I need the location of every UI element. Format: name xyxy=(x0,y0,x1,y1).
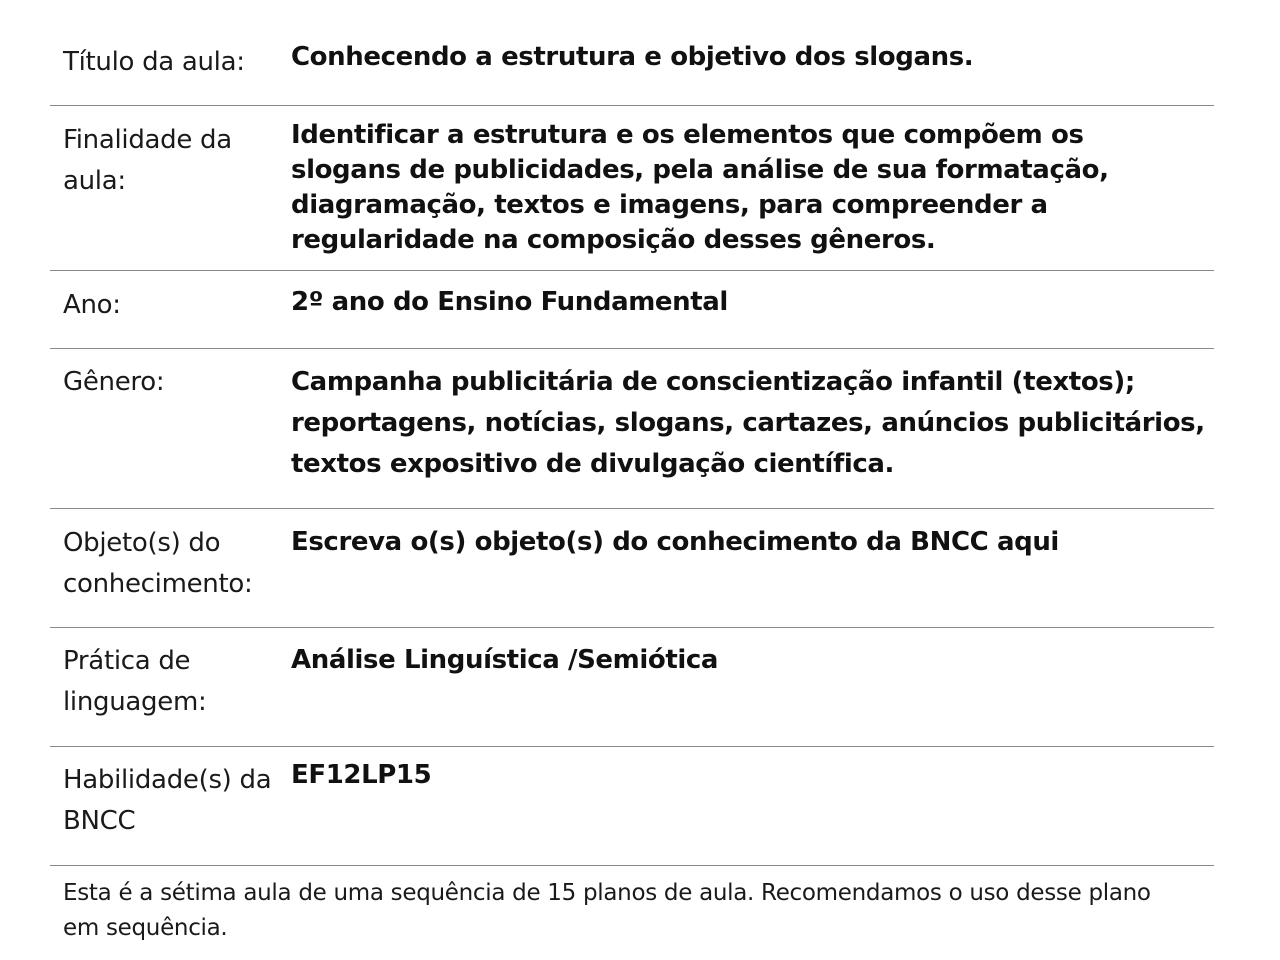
value-pratica: Análise Linguística /Semiótica xyxy=(291,645,719,675)
sequence-note: Esta é a sétima aula de uma sequência de 15 planos de aula. Recomendamos o uso desse plano em sequência. xyxy=(63,880,1151,941)
label-objeto: Objeto(s) do conhecimento: xyxy=(63,528,253,599)
label-titulo: Título da aula: xyxy=(63,47,245,77)
value-objeto: Escreva o(s) objeto(s) do conhecimento da BNCC aqui xyxy=(291,527,1059,557)
label-habilidade: Habilidade(s) da BNCC xyxy=(63,765,272,836)
label-pratica: Prática de linguagem: xyxy=(63,646,207,717)
row-objeto xyxy=(50,509,1214,628)
row-titulo xyxy=(50,0,1214,106)
row-genero xyxy=(50,349,1214,509)
label-genero: Gênero: xyxy=(63,367,165,397)
row-ano xyxy=(50,271,1214,349)
value-titulo: Conhecendo a estrutura e objetivo dos slogans. xyxy=(291,42,974,72)
row-pratica xyxy=(50,628,1214,747)
value-finalidade: Identificar a estrutura e os elementos que compõem os slogans de publicidades, pela análise de sua formatação, diagramação, textos e imagens, para compreender a regularidade na composição desses gêneros. xyxy=(291,120,1109,255)
row-finalidade xyxy=(50,106,1214,271)
value-habilidade: EF12LP15 xyxy=(291,760,432,790)
label-ano: Ano: xyxy=(63,290,121,320)
value-ano: 2º ano do Ensino Fundamental xyxy=(291,287,728,317)
label-finalidade: Finalidade da aula: xyxy=(63,125,232,196)
value-genero: Campanha publicitária de conscientização infantil (textos); reportagens, notícias, slogans, cartazes, anúncios publicitários, textos expositivo de divulgação científica. xyxy=(291,367,1205,479)
row-habilidade xyxy=(50,747,1214,866)
